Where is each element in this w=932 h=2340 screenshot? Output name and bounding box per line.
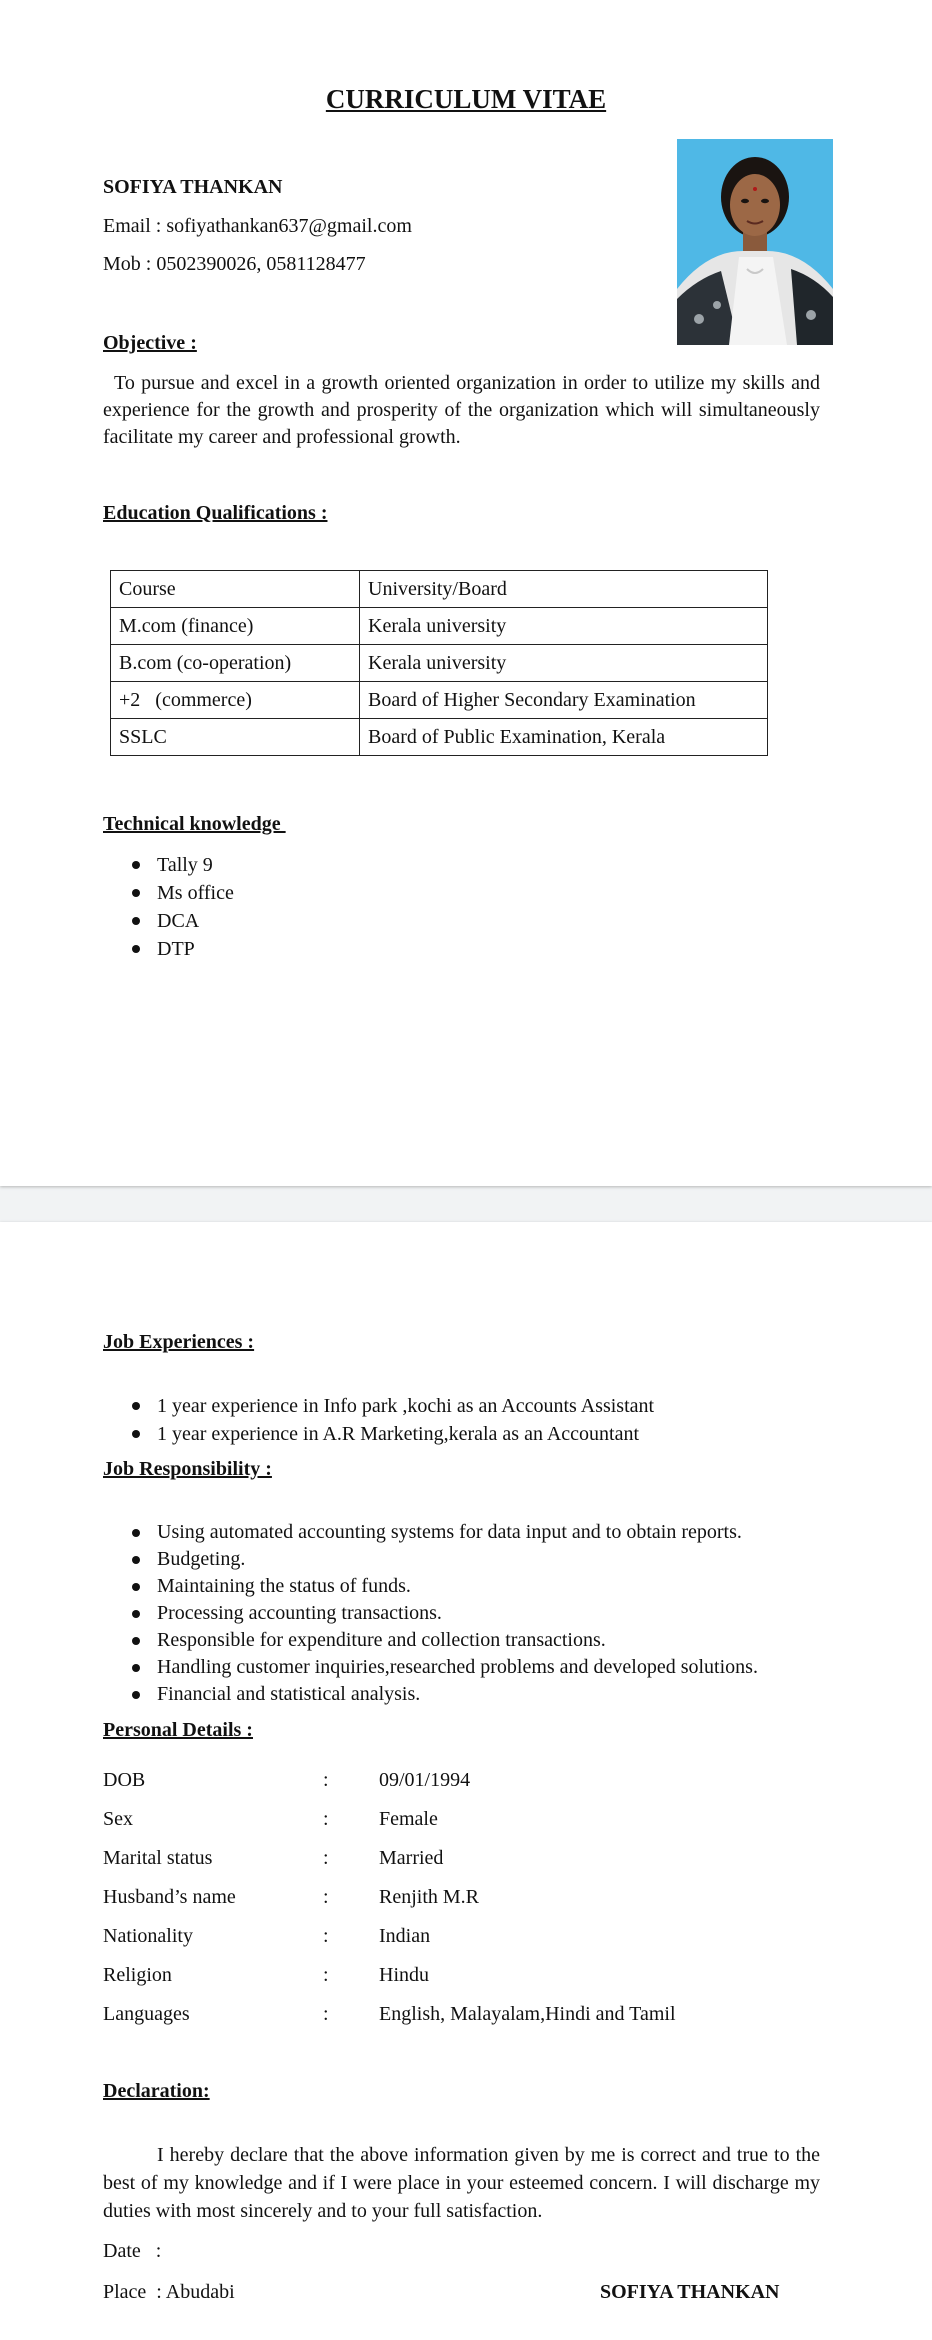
- personal-separator: :: [323, 1925, 329, 1947]
- responsibility-heading: Job Responsibility :: [103, 1458, 272, 1480]
- email-line: Email : sofiyathankan637@gmail.com: [103, 215, 412, 237]
- technical-list: [103, 851, 603, 963]
- place-line: Place : Abudabi: [103, 2281, 235, 2303]
- personal-row-sex: [103, 1808, 843, 1838]
- table-row: [111, 608, 768, 645]
- table-row: [111, 719, 768, 756]
- table-header-cell: Course: [111, 571, 360, 608]
- document-title: CURRICULUM VITAE: [325, 84, 607, 114]
- list-item: Budgeting.: [103, 1546, 893, 1573]
- personal-label: Sex: [103, 1808, 133, 1830]
- personal-value: 09/01/1994: [379, 1769, 471, 1791]
- personal-row-religion: [103, 1964, 843, 1994]
- personal-label: Religion: [103, 1964, 172, 1986]
- table-cell: B.com (co-operation): [111, 645, 360, 682]
- table-cell: M.com (finance): [111, 608, 360, 645]
- personal-label: DOB: [103, 1769, 146, 1791]
- personal-row-nationality: [103, 1925, 843, 1955]
- signature-name: SOFIYA THANKAN: [600, 2281, 780, 2303]
- table-cell: Board of Higher Secondary Examination: [360, 682, 768, 719]
- objective-text: To pursue and excel in a growth oriented organization in order to utilize my skills and experience for the growth and prosperity of the organization which will simultaneously facilitate my career and professional growth.: [103, 372, 820, 448]
- personal-row-husband: [103, 1886, 843, 1916]
- personal-value: Hindu: [379, 1964, 429, 1986]
- list-item: Handling customer inquiries,researched problems and developed solutions.: [103, 1654, 893, 1681]
- list-item: Responsible for expenditure and collection transactions.: [103, 1627, 893, 1654]
- table-row: [111, 645, 768, 682]
- personal-separator: :: [323, 2003, 329, 2025]
- table-row: [111, 682, 768, 719]
- table-header-row: [111, 571, 768, 608]
- list-item: Processing accounting transactions.: [103, 1600, 893, 1627]
- personal-label: Marital status: [103, 1847, 213, 1869]
- declaration-heading: Declaration:: [103, 2080, 210, 2102]
- date-line: Date :: [103, 2240, 162, 2262]
- personal-value: English, Malayalam,Hindi and Tamil: [379, 2003, 676, 2025]
- list-item: Using automated accounting systems for data input and to obtain reports.: [103, 1519, 893, 1546]
- personal-value: Renjith M.R: [379, 1886, 480, 1908]
- personal-row-dob: [103, 1769, 843, 1799]
- education-heading: Education Qualifications :: [103, 502, 328, 524]
- personal-value: Married: [379, 1847, 444, 1869]
- table-cell: Board of Public Examination, Kerala: [360, 719, 768, 756]
- mobile-line: Mob : 0502390026, 0581128477: [103, 253, 366, 275]
- table-cell: Kerala university: [360, 608, 768, 645]
- list-item: Ms office: [103, 879, 603, 907]
- personal-separator: :: [323, 1808, 329, 1830]
- profile-photo: [677, 139, 833, 345]
- list-item: DTP: [103, 935, 603, 963]
- technical-heading: Technical knowledge: [103, 813, 286, 835]
- declaration-text: I hereby declare that the above information given by me is correct and true to the best of my knowledge and if I were place in your esteemed concern. I will discharge my duties with most sincerely and to your full satisfaction.: [103, 2144, 820, 2222]
- table-cell: +2 (commerce): [111, 682, 360, 719]
- list-item: Financial and statistical analysis.: [103, 1681, 893, 1708]
- personal-separator: :: [323, 1964, 329, 1986]
- list-item: Tally 9: [103, 851, 603, 879]
- experience-list: [103, 1392, 863, 1448]
- table-header-cell: University/Board: [360, 571, 768, 608]
- personal-row-marital-status: [103, 1847, 843, 1877]
- personal-separator: :: [323, 1847, 329, 1869]
- experience-heading: Job Experiences :: [103, 1331, 255, 1353]
- personal-heading: Personal Details :: [103, 1719, 253, 1741]
- personal-separator: :: [323, 1769, 329, 1791]
- personal-label: Languages: [103, 2003, 190, 2025]
- list-item: 1 year experience in A.R Marketing,kerala as an Accountant: [103, 1420, 863, 1448]
- education-table: [110, 570, 768, 756]
- list-item: DCA: [103, 907, 603, 935]
- page-2: [0, 1222, 932, 2340]
- list-item: 1 year experience in Info park ,kochi as an Accounts Assistant: [103, 1392, 863, 1420]
- personal-label: Nationality: [103, 1925, 193, 1947]
- personal-row-languages: [103, 2003, 843, 2033]
- list-item: Maintaining the status of funds.: [103, 1573, 893, 1600]
- table-cell: Kerala university: [360, 645, 768, 682]
- personal-label: Husband’s name: [103, 1886, 236, 1908]
- personal-separator: :: [323, 1886, 329, 1908]
- personal-value: Female: [379, 1808, 438, 1830]
- personal-value: Indian: [379, 1925, 431, 1947]
- objective-heading: Objective :: [103, 332, 197, 354]
- table-cell: SSLC: [111, 719, 360, 756]
- candidate-name: SOFIYA THANKAN: [103, 176, 283, 198]
- responsibility-list: [103, 1519, 893, 1708]
